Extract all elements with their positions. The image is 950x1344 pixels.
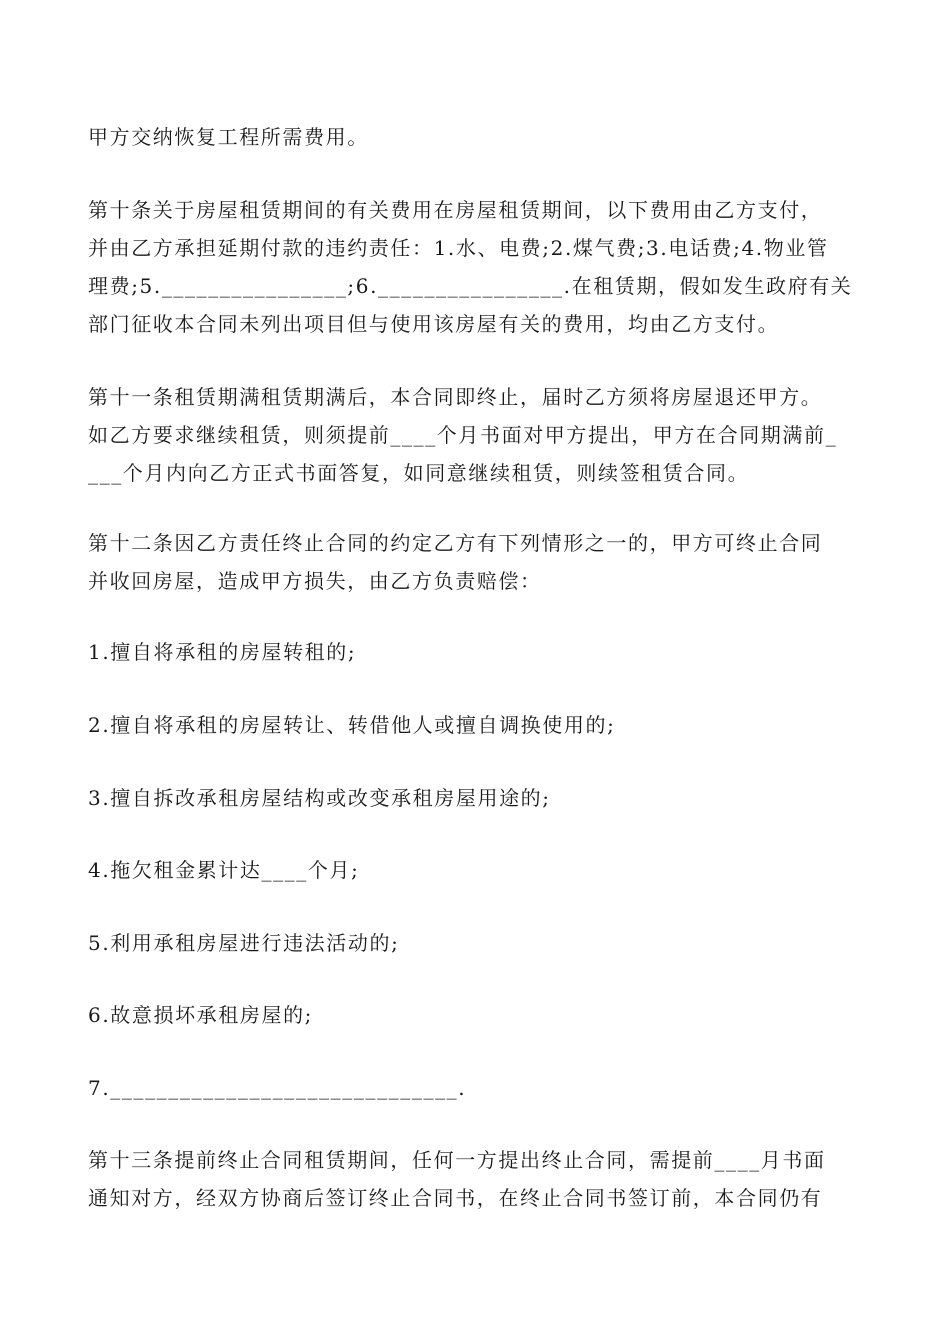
list-item-4 bbox=[88, 851, 868, 889]
list-item-3 bbox=[88, 779, 868, 817]
text-line: 通知对方，经双方协商后签订终止合同书，在终止合同书签订前，本合同仍有 bbox=[88, 1186, 823, 1210]
text-line: 并由乙方承担延期付款的违约责任：1.水、电费;2.煤气费;3.电话费;4.物业管 bbox=[88, 236, 829, 260]
text-line: 第十三条提前终止合同租赁期间，任何一方提出终止合同，需提前____月书面 bbox=[88, 1148, 826, 1172]
text-line: ___个月内向乙方正式书面答复，如同意继续租赁，则续签租赁合同。 bbox=[88, 461, 750, 485]
text-line: 第十二条因乙方责任终止合同的约定乙方有下列情形之一的，甲方可终止合同 bbox=[88, 531, 823, 555]
text-line: 部门征收本合同未列出项目但与使用该房屋有关的费用，均由乙方支付。 bbox=[88, 312, 780, 336]
paragraph-article-10 bbox=[88, 191, 868, 343]
list-item-7 bbox=[88, 1069, 868, 1107]
text-line: 第十一条租赁期满租赁期满后，本合同即终止，届时乙方须将房屋退还甲方。 bbox=[88, 385, 823, 409]
text-line: 5.利用承租房屋进行违法活动的; bbox=[88, 931, 400, 955]
text-line: 理费;5.________________;6.________________.在租赁期，假如发生政府有关 bbox=[88, 274, 853, 298]
text-line: 如乙方要求继续租赁，则须提前____个月书面对甲方提出，甲方在合同期满前_ bbox=[88, 423, 838, 447]
text-line: 7.______________________________. bbox=[88, 1076, 467, 1100]
paragraph-article-11 bbox=[88, 378, 868, 492]
text-line: 6.故意损坏承租房屋的; bbox=[88, 1003, 314, 1027]
list-item-1 bbox=[88, 633, 868, 671]
paragraph-article-12 bbox=[88, 524, 868, 600]
paragraph-article-13 bbox=[88, 1141, 868, 1217]
text-line: 2.擅自将承租的房屋转让、转借他人或擅自调换使用的; bbox=[88, 713, 616, 737]
text-line: 1.擅自将承租的房屋转租的; bbox=[88, 640, 357, 664]
paragraph-restoration-cost bbox=[88, 118, 868, 156]
text-line: 第十条关于房屋租赁期间的有关费用在房屋租赁期间，以下费用由乙方支付， bbox=[88, 198, 823, 222]
list-item-6 bbox=[88, 996, 868, 1034]
list-item-2 bbox=[88, 706, 868, 744]
text-line: 并收回房屋，造成甲方损失，由乙方负责赔偿： bbox=[88, 569, 542, 593]
text-line: 4.拖欠租金累计达____个月; bbox=[88, 858, 360, 882]
list-item-5 bbox=[88, 924, 868, 962]
text-line: 甲方交纳恢复工程所需费用。 bbox=[88, 125, 369, 149]
text-line: 3.擅自拆改承租房屋结构或改变承租房屋用途的; bbox=[88, 786, 551, 810]
